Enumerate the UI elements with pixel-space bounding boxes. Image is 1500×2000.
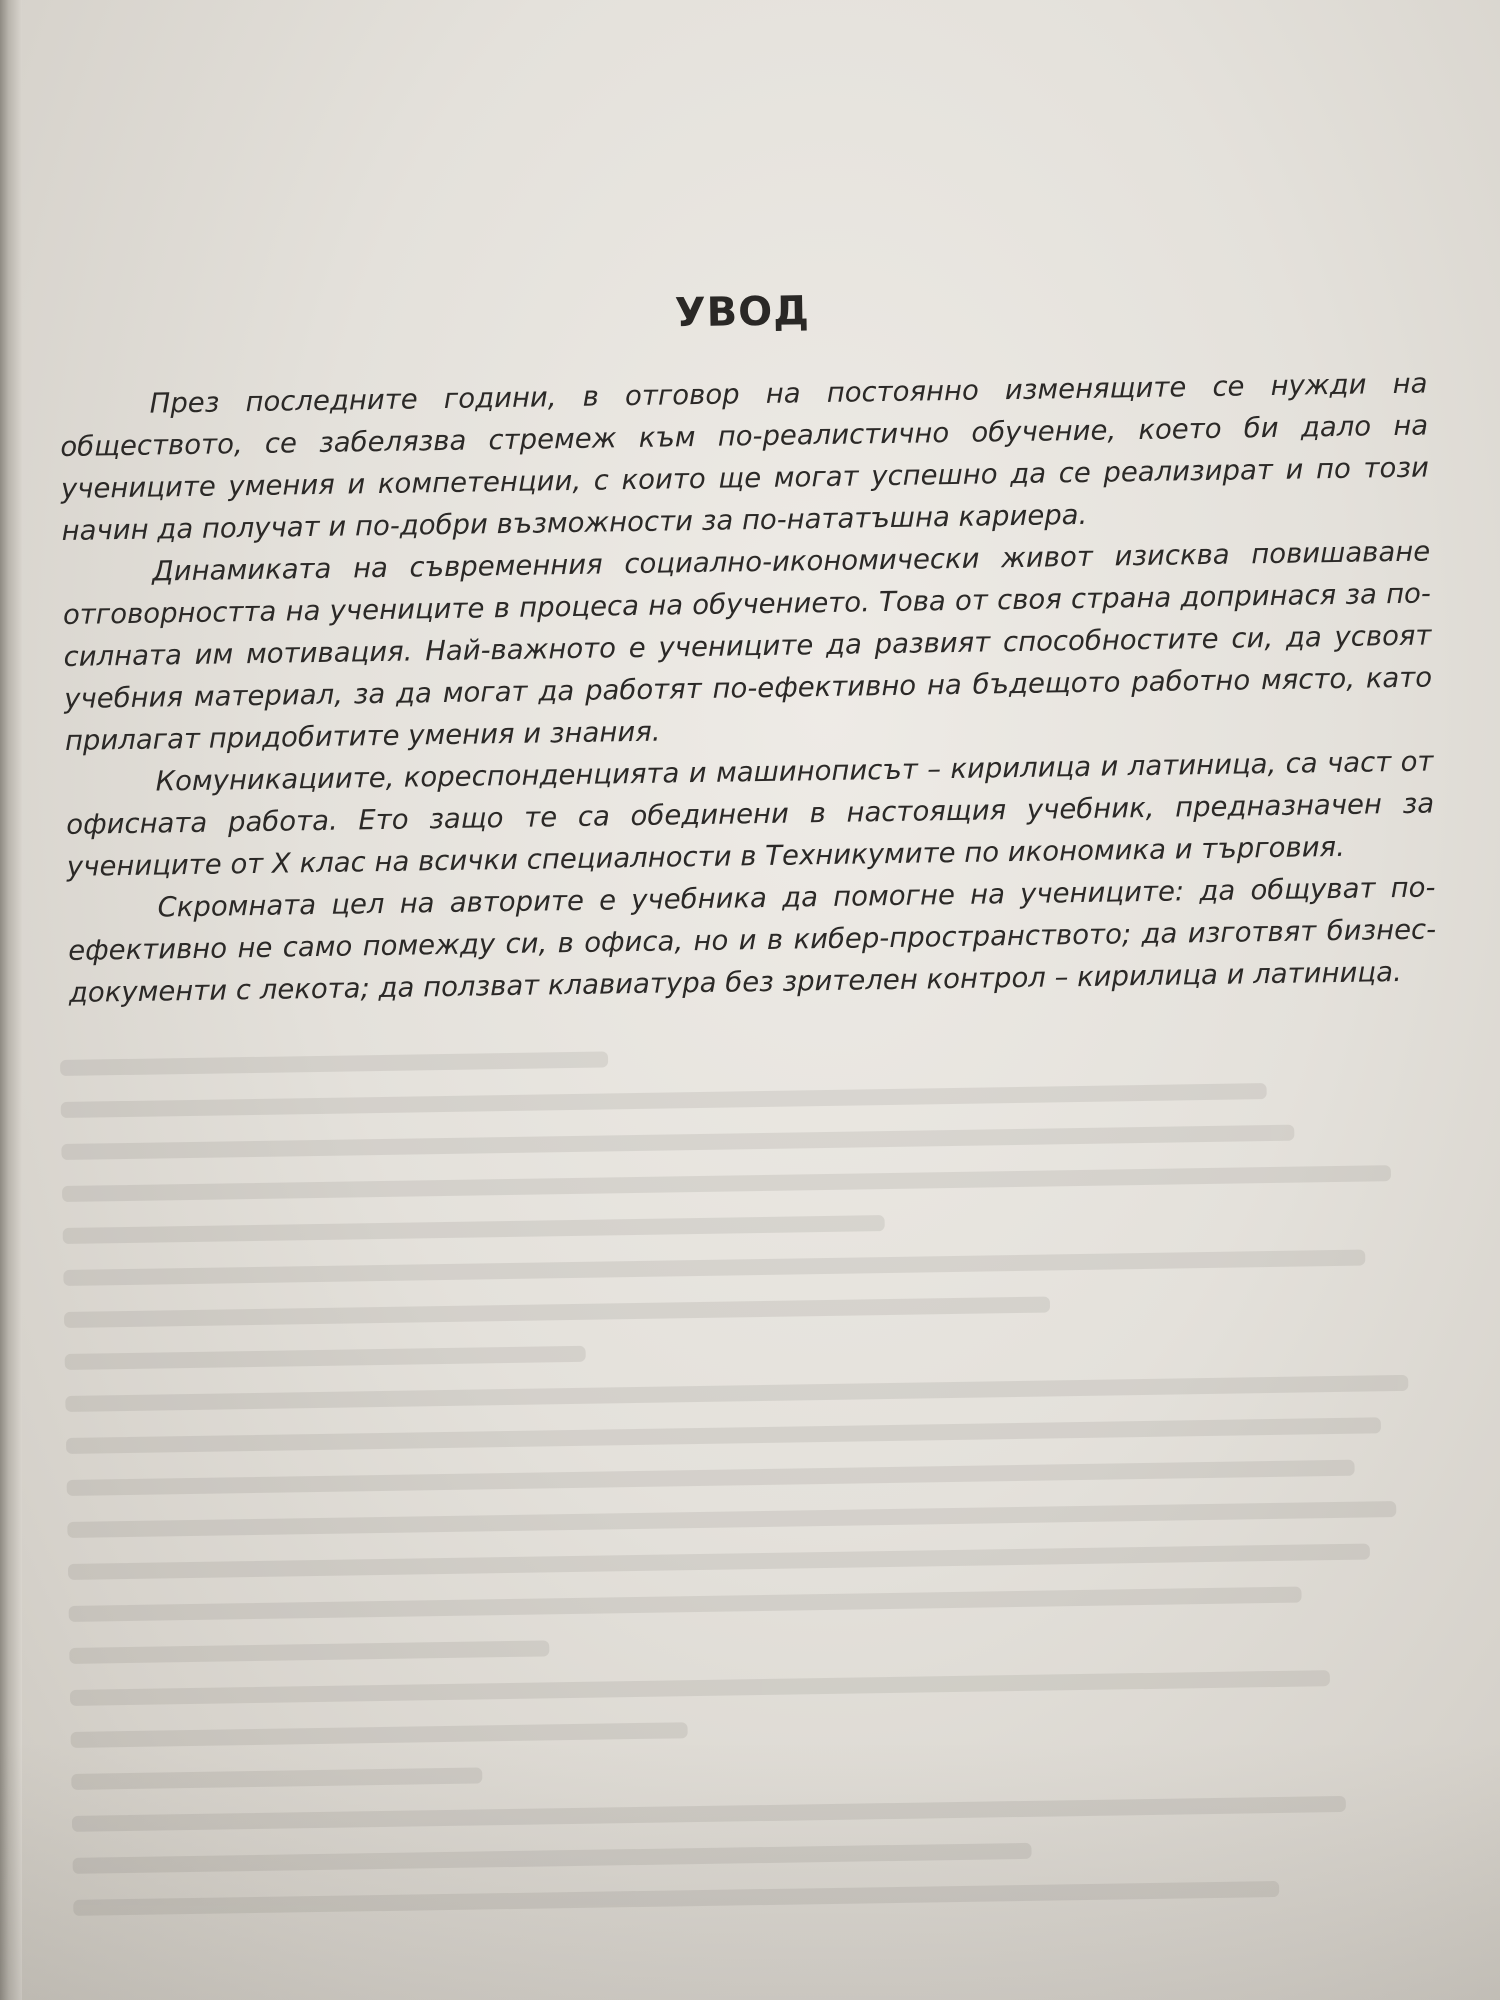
page-title: УВОД bbox=[674, 288, 811, 337]
page-shadow bbox=[0, 1740, 1500, 2000]
paragraph-1: През последните години, в отговор на постоянно изменящите се нужди на обществото, се забелязва стремеж към по-реалистично обучение, което би дало на учениците умения и компетенции, с които ще могат успешно да се реализират и по този начин да получат и по-добри възможности за по-нататъшна кариера. bbox=[60, 367, 1430, 547]
paragraph-3: Комуникациите, кореспонденцията и машинописът – кирилица и латиница, са част от офисната работа. Ето защо те са обединени в настоящия учебник, предназначен за учениците от X клас на всички специалности в Техникумите по икономика и търговия. bbox=[65, 745, 1435, 883]
book-binding-edge bbox=[0, 0, 22, 2000]
page-content bbox=[58, 279, 1437, 1014]
paragraph-2: Динамиката на съвременния социално-икономически живот изисква повишаване отговорността на учениците в процеса на обучението. Това от своя страна допринася за по-силната им мотивация. Най-важното е учениците да развият способностите си, да усвоят учебния материал, за да могат да работят по-ефективно на бъдещото работно място, като прилагат придобитите умения и знания. bbox=[62, 535, 1433, 757]
paragraph-4: Скромната цел на авторите е учебника да помогне на учениците: да общуват по-ефективно не само помежду си, в офиса, но и в кибер-пространството; да изготвят бизнес-документи с лекота; да ползват клавиатура без зрителен контрол – кирилица и латиница. bbox=[67, 871, 1437, 1009]
